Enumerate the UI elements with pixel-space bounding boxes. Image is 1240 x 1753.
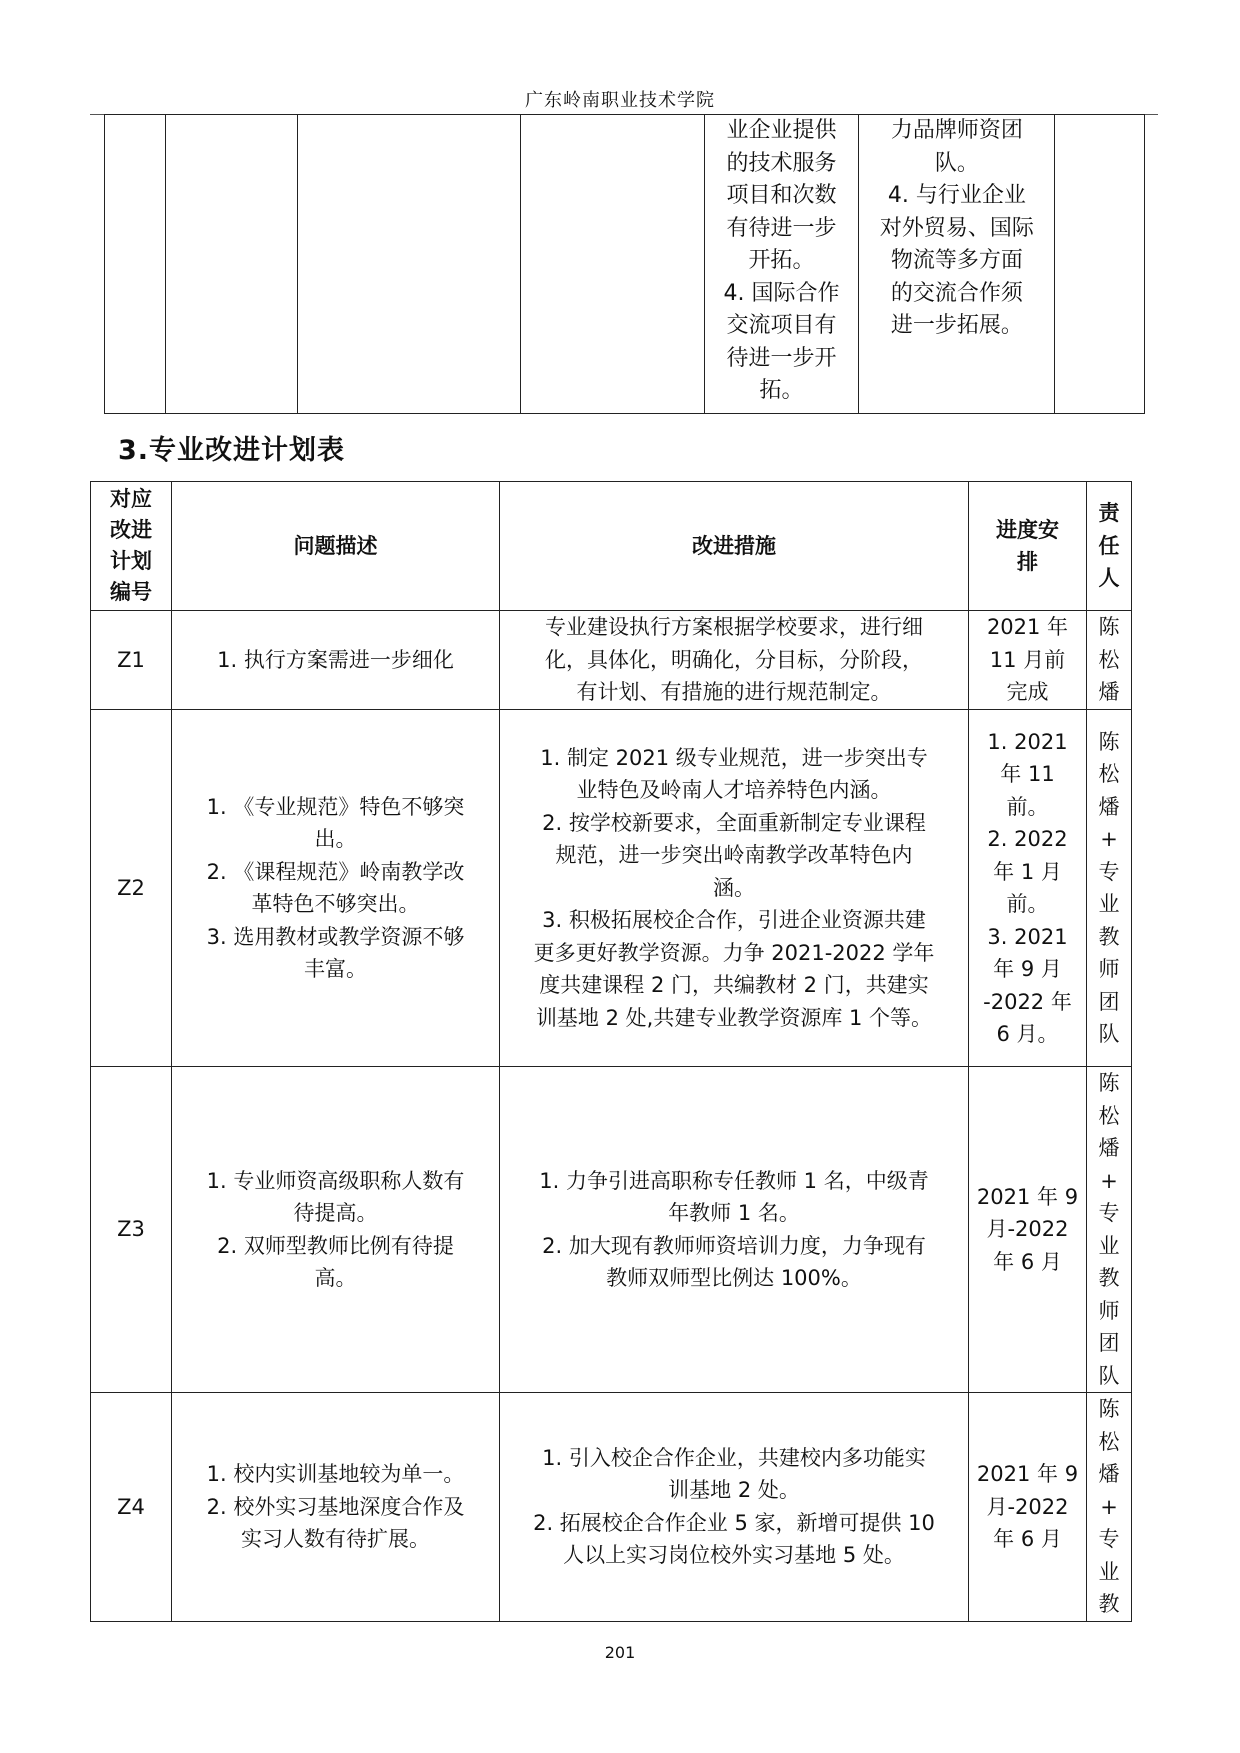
row-schedule: 1. 2021 年 11 前。 2. 2022 年 1 月 前。 3. 2021 年 9 月 -2022 年 6 月。 bbox=[969, 710, 1087, 1067]
header-problem: 问题描述 bbox=[172, 482, 500, 611]
table-header-row bbox=[91, 482, 1132, 611]
page-number: 201 bbox=[604, 1643, 636, 1662]
page-header: 广东岭南职业技术学院 bbox=[525, 90, 715, 111]
table-cell: 力品牌师资团 队。 4. 与行业企业 对外贸易、国际 物流等多方面 的交流合作须 进一步拓展。 bbox=[859, 115, 1055, 414]
table-cell bbox=[1055, 115, 1145, 414]
row-measures: 专业建设执行方案根据学校要求，进行细 化，具体化，明确化，分目标，分阶段， 有计划、有措施的进行规范制定。 bbox=[500, 611, 969, 710]
table-row bbox=[91, 1067, 1132, 1393]
row-problem: 1. 校内实训基地较为单一。 2. 校外实习基地深度合作及 实习人数有待扩展。 bbox=[172, 1393, 500, 1622]
table-row bbox=[91, 710, 1132, 1067]
table-row bbox=[91, 611, 1132, 710]
header-schedule: 进度安 排 bbox=[969, 482, 1087, 611]
row-responsible: 陈 松 燔 + 专 业 教 师 团 队 bbox=[1087, 1067, 1132, 1393]
continued-table bbox=[104, 114, 1145, 414]
improvement-plan-table bbox=[90, 481, 1132, 1622]
table-cell bbox=[298, 115, 521, 414]
row-problem: 1. 《专业规范》特色不够突 出。 2. 《课程规范》岭南教学改 革特色不够突出。 3. 选用教材或教学资源不够 丰富。 bbox=[172, 710, 500, 1067]
row-responsible: 陈 松 燔 bbox=[1087, 611, 1132, 710]
row-schedule: 2021 年 9 月-2022 年 6 月 bbox=[969, 1067, 1087, 1393]
row-code: Z2 bbox=[91, 710, 172, 1067]
table-row bbox=[105, 115, 1145, 414]
table-cell bbox=[105, 115, 166, 414]
table-cell bbox=[520, 115, 704, 414]
table-row bbox=[91, 1393, 1132, 1622]
row-responsible: 陈 松 燔 + 专 业 教 师 团 队 bbox=[1087, 710, 1132, 1067]
row-measures: 1. 引入校企合作企业，共建校内多功能实 训基地 2 处。 2. 拓展校企合作企业 5 家，新增可提供 10 人以上实习岗位校外实习基地 5 处。 bbox=[500, 1393, 969, 1622]
section-title: 3.专业改进计划表 bbox=[118, 435, 346, 466]
row-measures: 1. 力争引进高职称专任教师 1 名，中级青 年教师 1 名。 2. 加大现有教师师资培训力度，力争现有 教师双师型比例达 100%。 bbox=[500, 1067, 969, 1393]
row-problem: 1. 执行方案需进一步细化 bbox=[172, 611, 500, 710]
row-code: Z4 bbox=[91, 1393, 172, 1622]
row-schedule: 2021 年 11 月前 完成 bbox=[969, 611, 1087, 710]
row-problem: 1. 专业师资高级职称人数有 待提高。 2. 双师型教师比例有待提 高。 bbox=[172, 1067, 500, 1393]
row-responsible: 陈 松 燔 + 专 业 教 bbox=[1087, 1393, 1132, 1622]
table-cell bbox=[165, 115, 297, 414]
row-code: Z1 bbox=[91, 611, 172, 710]
row-schedule: 2021 年 9 月-2022 年 6 月 bbox=[969, 1393, 1087, 1622]
table-cell: 业企业提供 的技术服务 项目和次数 有待进一步 开拓。 4. 国际合作 交流项目有 待进一步开 拓。 bbox=[704, 115, 859, 414]
row-code: Z3 bbox=[91, 1067, 172, 1393]
header-responsible: 责 任 人 bbox=[1087, 482, 1132, 611]
row-measures: 1. 制定 2021 级专业规范，进一步突出专 业特色及岭南人才培养特色内涵。 2. 按学校新要求，全面重新制定专业课程 规范，进一步突出岭南教学改革特色内 涵。 3. 积极拓展校企合作，引进企业资源共建 更多更好教学资源。力争 2021-2022 学年 度共建课程 2 门，共编教材 2 门，共建实 训基地 2 处,共建专业教学资源库 1 个等。 bbox=[500, 710, 969, 1067]
header-code: 对应 改进 计划 编号 bbox=[91, 482, 172, 611]
header-measures: 改进措施 bbox=[500, 482, 969, 611]
